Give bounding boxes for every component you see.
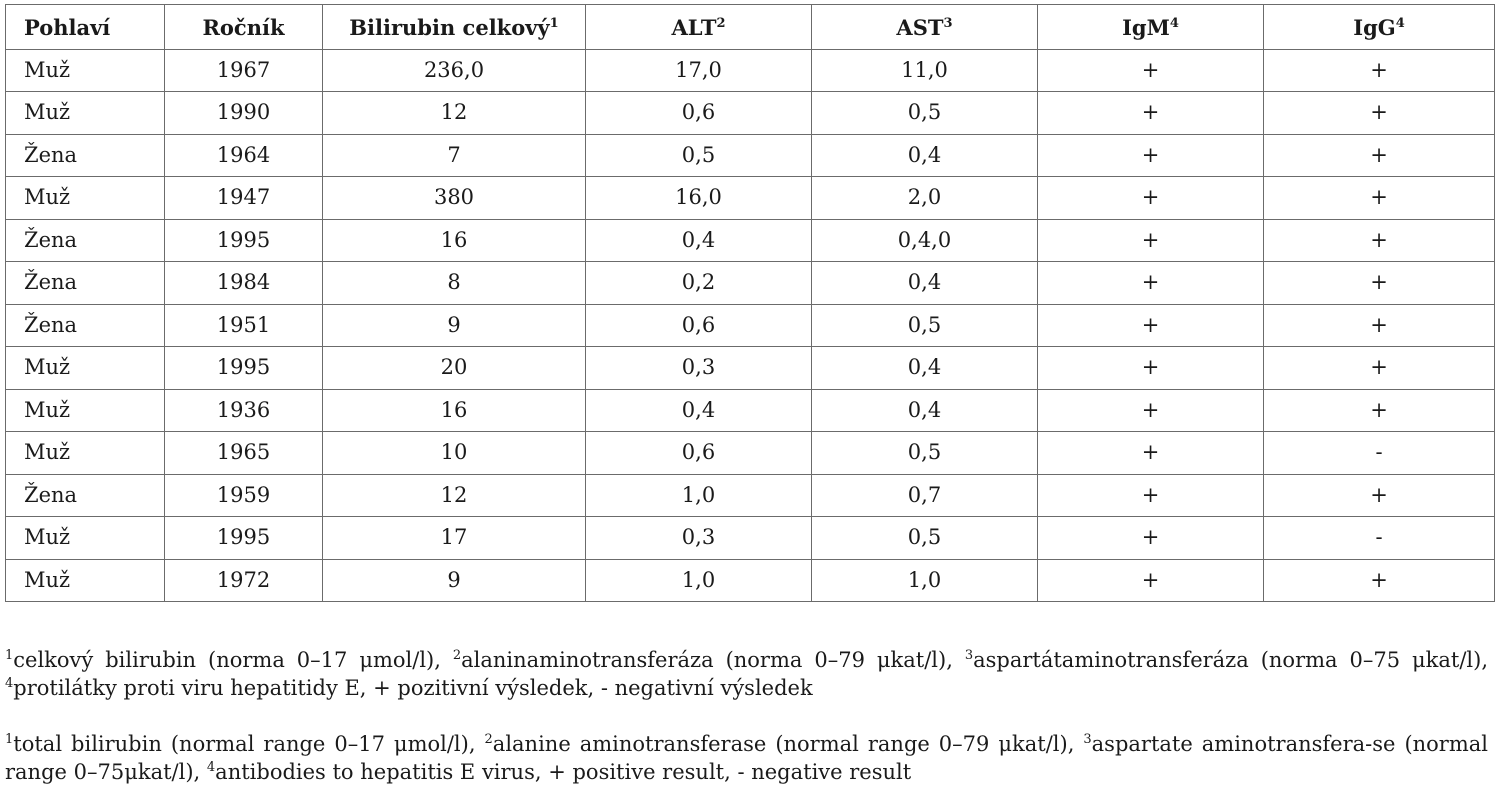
cell-ast: 0,5 <box>812 432 1038 475</box>
table-header-row <box>6 5 1495 50</box>
cell-alt: 0,3 <box>586 347 812 390</box>
table-row <box>6 559 1495 602</box>
cell-igm: + <box>1038 177 1264 220</box>
cell-igm: + <box>1038 92 1264 135</box>
cell-alt: 0,6 <box>586 92 812 135</box>
cell-igg: - <box>1264 517 1495 560</box>
cell-sex: Muž <box>6 177 165 220</box>
cell-ast: 0,4 <box>812 347 1038 390</box>
cell-bilirubin: 9 <box>323 559 586 602</box>
cell-year: 1990 <box>165 92 323 135</box>
cell-sex: Muž <box>6 389 165 432</box>
cell-ast: 2,0 <box>812 177 1038 220</box>
cell-bilirubin: 16 <box>323 219 586 262</box>
cell-alt: 1,0 <box>586 559 812 602</box>
cell-sex: Muž <box>6 517 165 560</box>
footnote-czech: $^1$celkový bilirubin (norma 0–17 μmol/l), $^2$alaninaminotransferáza (norma 0–79 μkat/l), $^3$aspartátaminotransferáza (norma 0–75 μkat/l), $^4$protilátky proti viru hepatitidy E, + pozitivní výsledek, - negativní výsledek <box>5 648 1489 700</box>
table-row <box>6 304 1495 347</box>
cell-sex: Žena <box>6 134 165 177</box>
cell-year: 1984 <box>165 262 323 305</box>
cell-year: 1995 <box>165 517 323 560</box>
cell-alt: 16,0 <box>586 177 812 220</box>
cell-alt: 0,4 <box>586 219 812 262</box>
footnote-english: $^1$total bilirubin (normal range 0–17 μmol/l), $^2$alanine aminotransferase (normal range 0–79 μkat/l), $^3$aspartate aminotransfera-se (normal range 0–75μkat/l), $^4$antibodies to hepatitis E virus, + positive result, - negative result <box>5 732 1488 784</box>
table-row <box>6 177 1495 220</box>
cell-alt: 1,0 <box>586 474 812 517</box>
cell-sex: Muž <box>6 92 165 135</box>
cell-igm: + <box>1038 134 1264 177</box>
cell-igg: + <box>1264 304 1495 347</box>
cell-ast: 11,0 <box>812 49 1038 92</box>
cell-year: 1972 <box>165 559 323 602</box>
cell-igg: + <box>1264 347 1495 390</box>
cell-year: 1995 <box>165 219 323 262</box>
table-row <box>6 134 1495 177</box>
cell-bilirubin: 12 <box>323 474 586 517</box>
cell-igm: + <box>1038 474 1264 517</box>
cell-igg: + <box>1264 474 1495 517</box>
cell-igm: + <box>1038 304 1264 347</box>
cell-bilirubin: 8 <box>323 262 586 305</box>
cell-sex: Muž <box>6 347 165 390</box>
lab-results-table <box>5 4 1495 602</box>
table-row <box>6 49 1495 92</box>
cell-igg: + <box>1264 389 1495 432</box>
cell-ast: 0,4 <box>812 262 1038 305</box>
header-bilirubin: Bilirubin celkový$^1$ <box>323 5 586 50</box>
cell-igm: + <box>1038 262 1264 305</box>
cell-igg: + <box>1264 92 1495 135</box>
cell-sex: Muž <box>6 559 165 602</box>
table-row <box>6 474 1495 517</box>
cell-sex: Muž <box>6 432 165 475</box>
cell-year: 1995 <box>165 347 323 390</box>
table-row <box>6 432 1495 475</box>
cell-alt: 0,6 <box>586 304 812 347</box>
table-row <box>6 347 1495 390</box>
cell-igg: + <box>1264 219 1495 262</box>
cell-alt: 0,6 <box>586 432 812 475</box>
cell-year: 1964 <box>165 134 323 177</box>
cell-bilirubin: 7 <box>323 134 586 177</box>
cell-ast: 1,0 <box>812 559 1038 602</box>
header-pohlavi: Pohlaví <box>6 5 165 50</box>
cell-igg: + <box>1264 134 1495 177</box>
cell-igm: + <box>1038 389 1264 432</box>
header-ast: AST$^3$ <box>812 5 1038 50</box>
cell-alt: 17,0 <box>586 49 812 92</box>
cell-bilirubin: 20 <box>323 347 586 390</box>
cell-igg: + <box>1264 559 1495 602</box>
cell-ast: 0,4 <box>812 134 1038 177</box>
cell-igm: + <box>1038 219 1264 262</box>
cell-ast: 0,4,0 <box>812 219 1038 262</box>
cell-bilirubin: 16 <box>323 389 586 432</box>
cell-ast: 0,4 <box>812 389 1038 432</box>
cell-alt: 0,5 <box>586 134 812 177</box>
cell-alt: 0,2 <box>586 262 812 305</box>
cell-bilirubin: 236,0 <box>323 49 586 92</box>
cell-sex: Žena <box>6 262 165 305</box>
table-body <box>6 49 1495 602</box>
cell-sex: Žena <box>6 304 165 347</box>
cell-year: 1936 <box>165 389 323 432</box>
cell-bilirubin: 9 <box>323 304 586 347</box>
header-rocnik: Ročník <box>165 5 323 50</box>
cell-year: 1967 <box>165 49 323 92</box>
table-row <box>6 219 1495 262</box>
header-igm: IgM$^4$ <box>1038 5 1264 50</box>
cell-bilirubin: 380 <box>323 177 586 220</box>
cell-year: 1959 <box>165 474 323 517</box>
cell-sex: Žena <box>6 474 165 517</box>
cell-igg: + <box>1264 262 1495 305</box>
cell-ast: 0,5 <box>812 92 1038 135</box>
cell-igm: + <box>1038 347 1264 390</box>
cell-year: 1947 <box>165 177 323 220</box>
table-row <box>6 92 1495 135</box>
cell-igm: + <box>1038 49 1264 92</box>
cell-ast: 0,5 <box>812 304 1038 347</box>
cell-ast: 0,7 <box>812 474 1038 517</box>
cell-igg: - <box>1264 432 1495 475</box>
table-row <box>6 262 1495 305</box>
cell-igm: + <box>1038 559 1264 602</box>
cell-igm: + <box>1038 517 1264 560</box>
cell-alt: 0,3 <box>586 517 812 560</box>
cell-bilirubin: 10 <box>323 432 586 475</box>
cell-sex: Muž <box>6 49 165 92</box>
cell-bilirubin: 12 <box>323 92 586 135</box>
header-alt: ALT$^2$ <box>586 5 812 50</box>
table-row <box>6 517 1495 560</box>
cell-bilirubin: 17 <box>323 517 586 560</box>
header-igg: IgG$^4$ <box>1264 5 1495 50</box>
cell-igg: + <box>1264 49 1495 92</box>
cell-igm: + <box>1038 432 1264 475</box>
cell-year: 1951 <box>165 304 323 347</box>
table-row <box>6 389 1495 432</box>
cell-alt: 0,4 <box>586 389 812 432</box>
cell-ast: 0,5 <box>812 517 1038 560</box>
cell-igg: + <box>1264 177 1495 220</box>
cell-year: 1965 <box>165 432 323 475</box>
cell-sex: Žena <box>6 219 165 262</box>
